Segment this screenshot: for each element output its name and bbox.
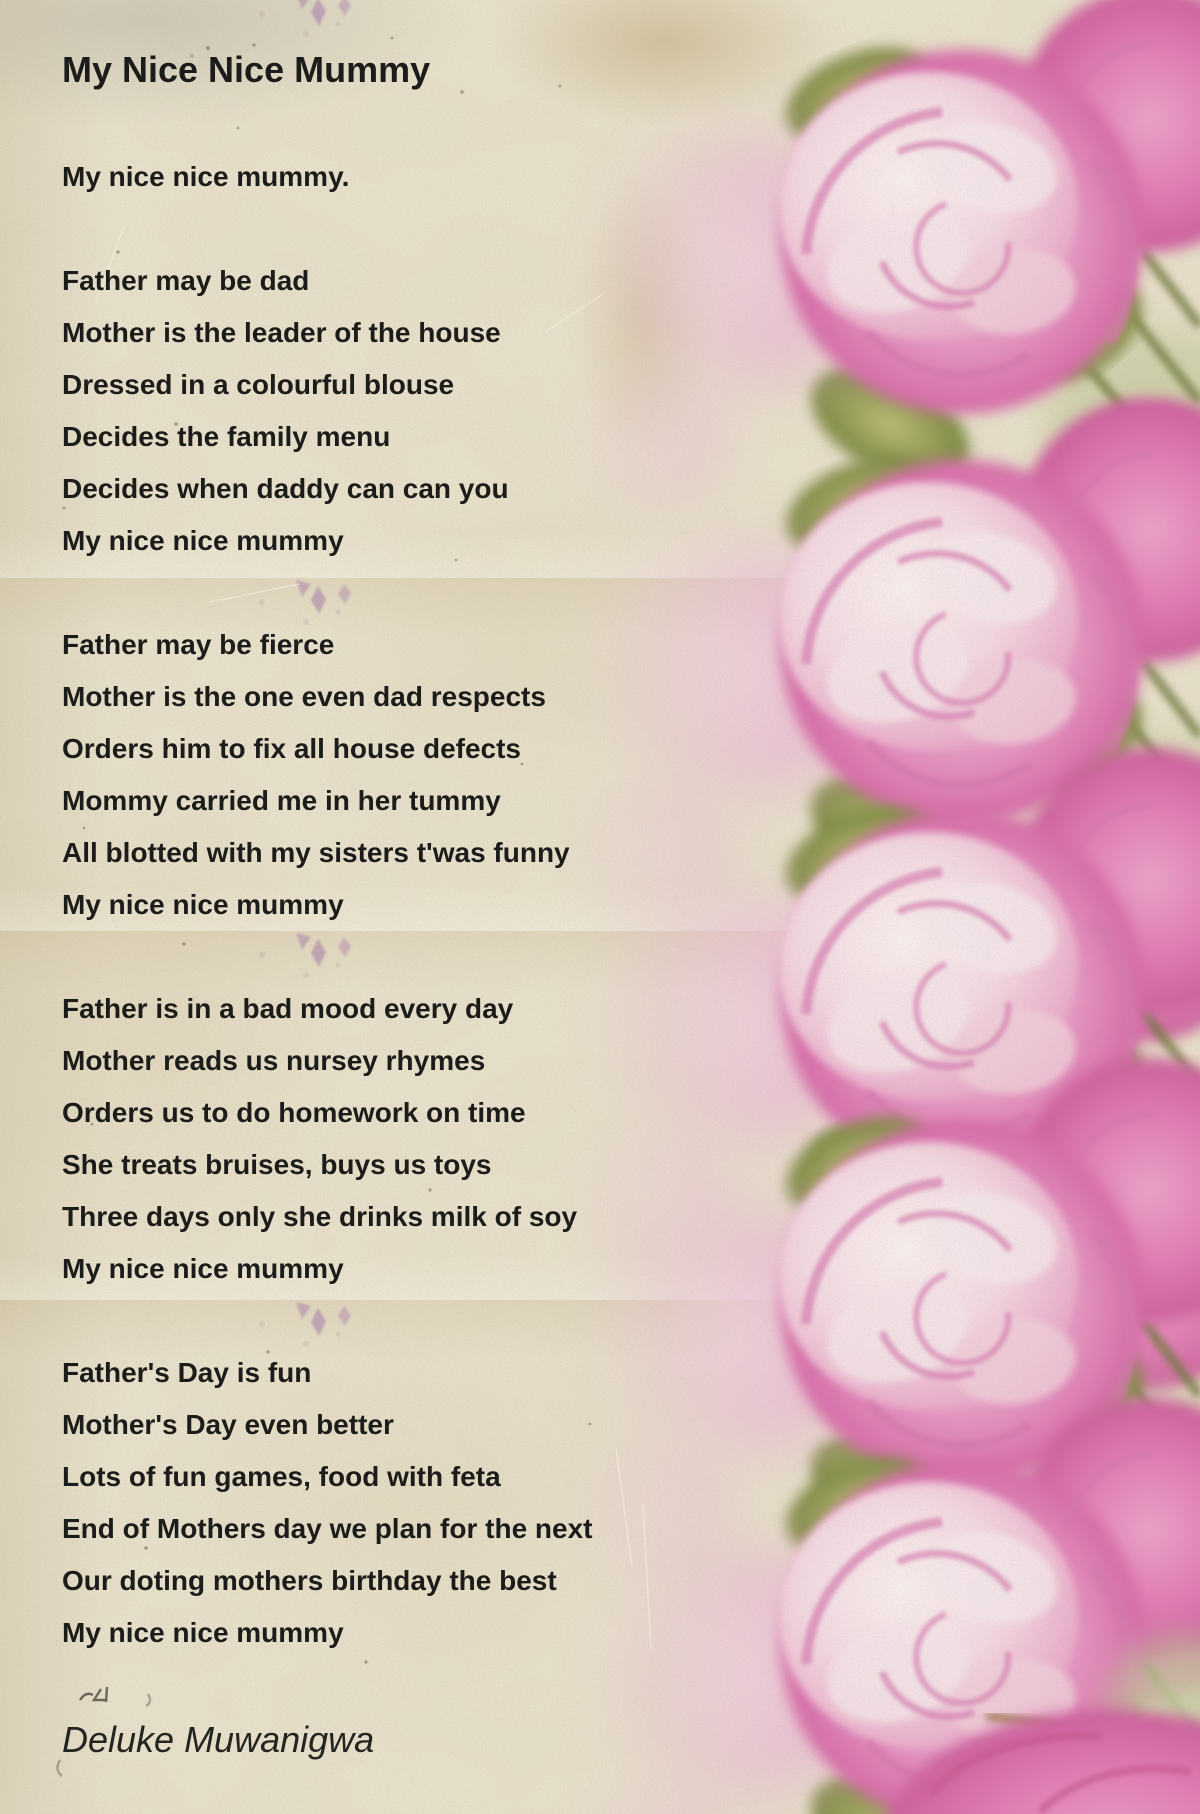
poem-line: Mother is the one even dad respects <box>62 681 546 712</box>
poem-line: Decides the family menu <box>62 421 391 452</box>
poem-line: Mommy carried me in her tummy <box>62 785 501 816</box>
poem-line: Mother's Day even better <box>62 1409 394 1440</box>
poem-line: Orders us to do homework on time <box>62 1097 526 1128</box>
poem-line: Mother is the leader of the house <box>62 317 501 348</box>
poem-stanza-3 <box>62 983 702 1295</box>
poem-line: Father is in a bad mood every day <box>62 993 514 1024</box>
poem-line: Orders him to fix all house defects <box>62 733 522 764</box>
poem-line: My nice nice mummy. <box>62 161 350 192</box>
poem-line: All blotted with my sisters t'was funny <box>62 837 570 868</box>
poem-line: My nice nice mummy <box>62 525 344 556</box>
poem-author: Deluke Muwanigwa <box>62 1719 375 1760</box>
poem-line: My nice nice mummy <box>62 889 344 920</box>
poem-line: Three days only she drinks milk of soy <box>62 1201 578 1232</box>
poem-line: Father may be dad <box>62 265 310 296</box>
poem-line: Decides when daddy can can you <box>62 473 509 504</box>
poem-line: Dressed in a colourful blouse <box>62 369 455 400</box>
poem-line: Lots of fun games, food with feta <box>62 1461 501 1492</box>
poem-line: Mother reads us nursey rhymes <box>62 1045 486 1076</box>
poem-content <box>62 0 702 1768</box>
poem-stanza-1 <box>62 255 702 567</box>
poem-line: End of Mothers day we plan for the next <box>62 1513 593 1544</box>
poem-stanza-4 <box>62 1347 702 1659</box>
poem-stanza-opening <box>62 151 702 203</box>
poem-line: She treats bruises, buys us toys <box>62 1149 492 1180</box>
poem-title: My Nice Nice Mummy <box>62 49 431 90</box>
poem-line: Father's Day is fun <box>62 1357 312 1388</box>
poem-line: Father may be fierce <box>62 629 335 660</box>
poem-line: My nice nice mummy <box>62 1617 344 1648</box>
poem-line: My nice nice mummy <box>62 1253 344 1284</box>
poem-line: Our doting mothers birthday the best <box>62 1565 557 1596</box>
poem-stanza-2 <box>62 619 702 931</box>
